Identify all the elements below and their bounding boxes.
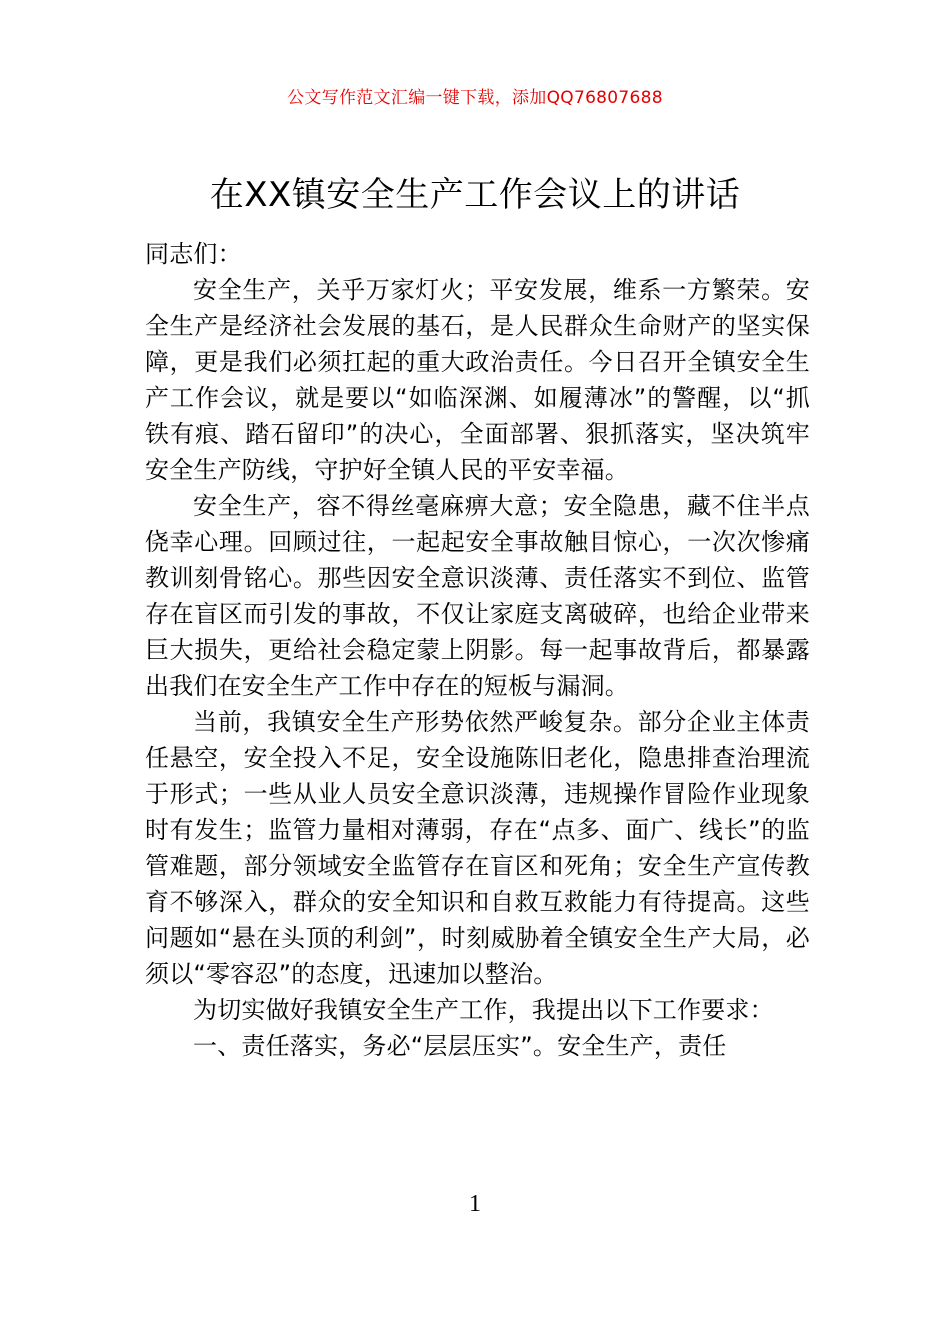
paragraph: 安全生产，容不得丝毫麻痹大意；安全隐患，藏不住半点侥幸心理。回顾过往，一起起安全事故触目惊心，一次次惨痛教训刻骨铭心。那些因安全意识淡薄、责任落实不到位、监管存在盲区而引发的事故，不仅让家庭支离破碎，也给企业带来巨大损失，更给社会稳定蒙上阴影。每一起事故背后，都暴露出我们在安全生产工作中存在的短板与漏洞。: [145, 492, 810, 700]
paragraph: 安全生产，关乎万家灯火；平安发展，维系一方繁荣。安全生产是经济社会发展的基石，是人民群众生命财产的坚实保障，更是我们必须扛起的重大政治责任。今日召开全镇安全生产工作会议，就是要以“如临深渊、如履薄冰”的警醒，以“抓铁有痕、踏石留印”的决心，全面部署、狠抓落实，坚决筑牢安全生产防线，守护好全镇人民的平安幸福。: [145, 276, 810, 484]
paragraph: 为切实做好我镇安全生产工作，我提出以下工作要求：: [193, 996, 774, 1024]
page-number: 1: [469, 1191, 481, 1217]
paragraph: 当前，我镇安全生产形势依然严峻复杂。部分企业主体责任悬空，安全投入不足，安全设施陈旧老化，隐患排查治理流于形式；一些从业人员安全意识淡薄，违规操作冒险作业现象时有发生；监管力量相对薄弱，存在“点多、面广、线长”的监管难题，部分领域安全监管存在盲区和死角；安全生产宣传教育不够深入，群众的安全知识和自救互救能力有待提高。这些问题如“悬在头顶的利剑”，时刻威胁着全镇安全生产大局，必须以“零容忍”的态度，迅速加以整治。: [145, 708, 810, 988]
document-title: 在XX镇安全生产工作会议上的讲话: [209, 175, 741, 215]
salutation: 同志们：: [145, 240, 242, 268]
paragraph: 一、责任落实，务必“层层压实”。安全生产，责任: [193, 1032, 727, 1060]
header-watermark-note: 公文写作范文汇编一键下载，添加QQ76807688: [287, 88, 663, 108]
document-body: [145, 236, 810, 1064]
